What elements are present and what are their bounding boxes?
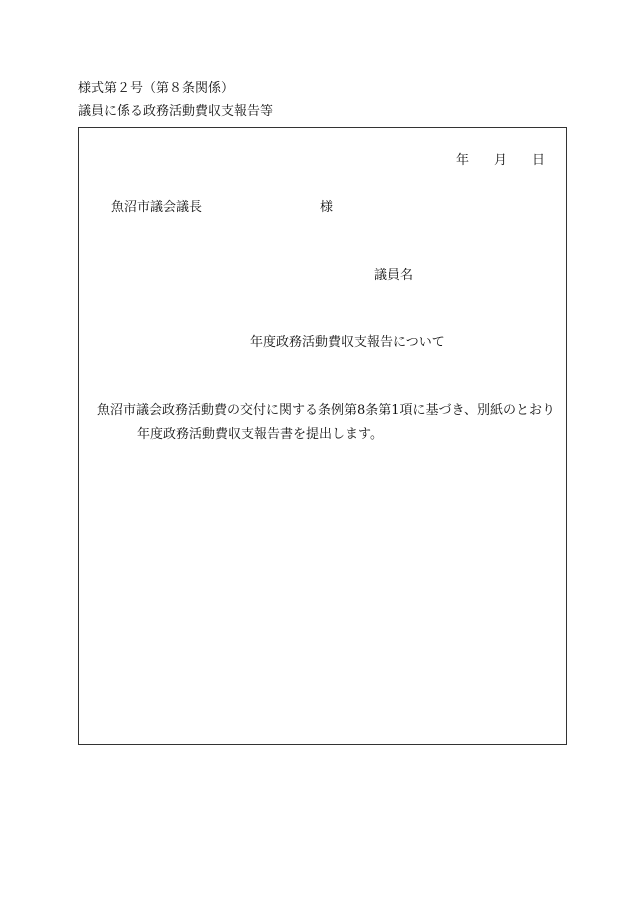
form-number: 様式第２号（第８条関係） (78, 81, 235, 96)
date-year-label: 年 (456, 153, 470, 168)
honorific: 様 (320, 200, 334, 215)
subject-line: 年度政務活動費収支報告について (250, 335, 445, 350)
date-line (456, 153, 545, 169)
form-title: 議員に係る政務活動費収支報告等 (78, 104, 274, 119)
member-name-label: 議員名 (374, 268, 414, 283)
addressee: 魚沼市議会議長 (111, 200, 203, 215)
body-text-line-2: 年度政務活動費収支報告書を提出します。 (137, 427, 383, 442)
date-month-label: 月 (494, 153, 508, 168)
body-text-line-1: 魚沼市議会政務活動費の交付に関する条例第8条第1項に基づき、別紙のとおり (97, 403, 556, 418)
date-day-label: 日 (532, 153, 546, 168)
